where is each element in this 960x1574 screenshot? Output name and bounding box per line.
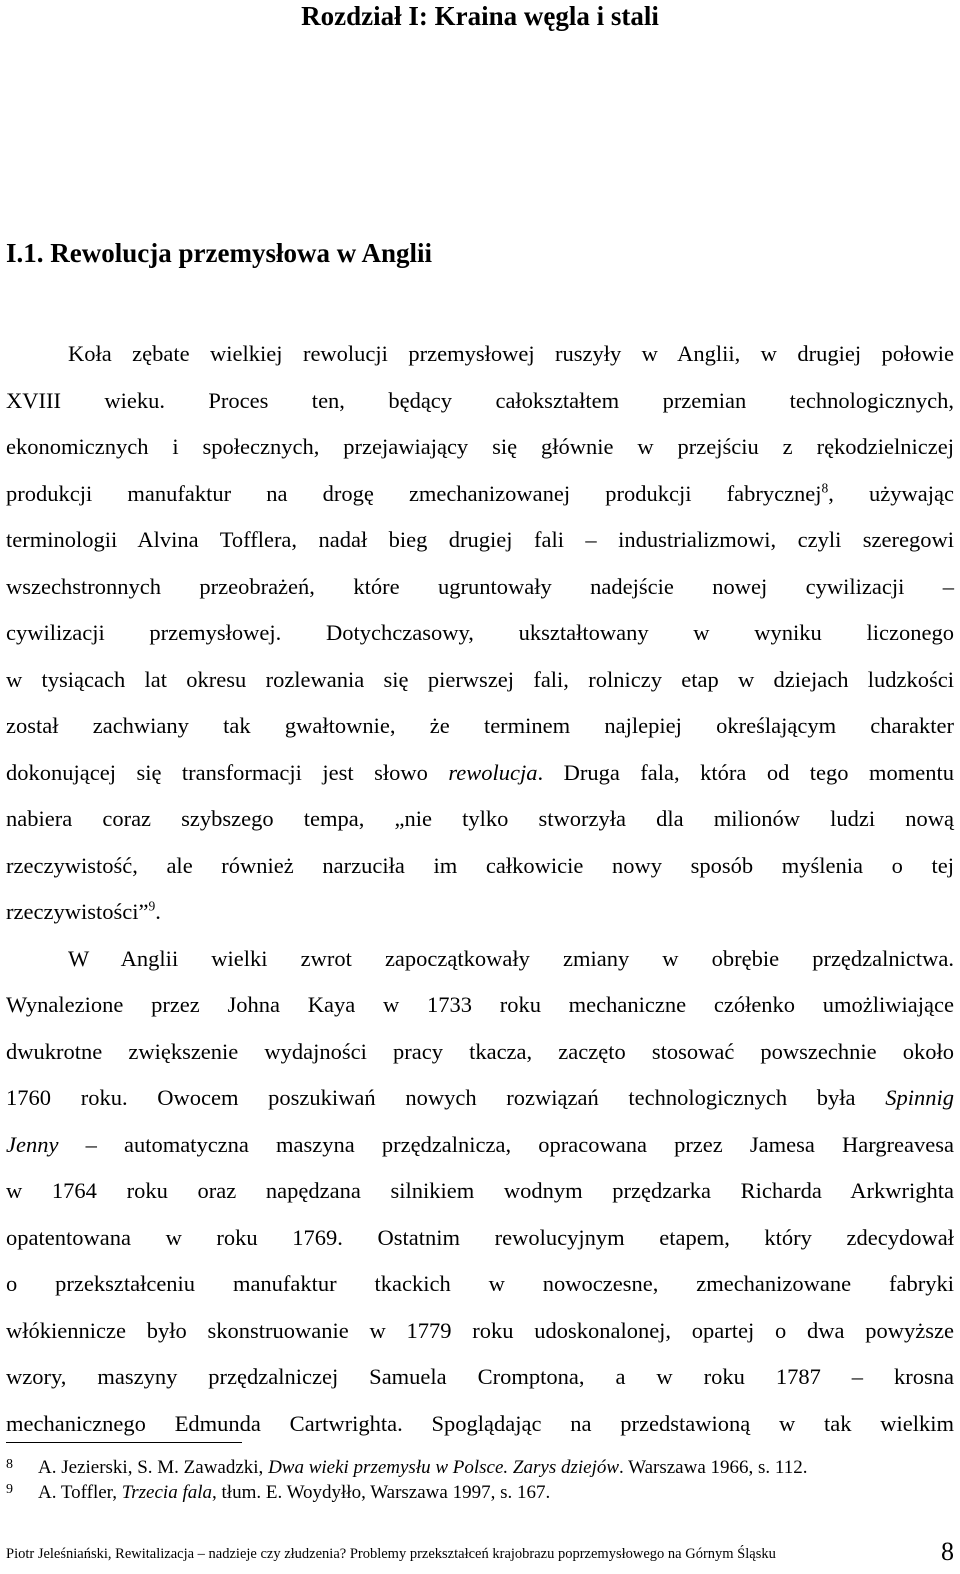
text-line: ekonomicznych i społecznych, przejawiający się głównie w przejściu z rękodzielniczej (6, 434, 954, 459)
text-line: został zachwiany tak gwałtownie, że terminem najlepiej określającym charakter (6, 713, 954, 738)
text-line: rzeczywistość, ale również narzuciła im całkowicie nowy sposób myślenia o tej (6, 852, 954, 878)
text-line: w 1764 roku oraz napędzana silnikiem wodnym przędzarka Richarda Arkwrighta (6, 1178, 954, 1203)
chapter-title: Rozdział I: Kraina węgla i stali (301, 1, 659, 31)
footnote-ref-8[interactable]: 8 (821, 480, 829, 495)
footnote-ref-9[interactable]: 9 (148, 898, 156, 914)
emphasis: Jenny (6, 1131, 59, 1157)
text-line: XVIII wieku. Proces ten, będący całokształtem przemian technologicznych, (6, 387, 954, 413)
text-line: w tysiącach lat okresu rozlewania się pierwszej fali, rolniczy etap w dziejach ludzkości (6, 666, 954, 692)
text-line: Wynalezione przez Johna Kaya w 1733 roku mechaniczne czółenko umożliwiające (6, 992, 954, 1017)
text-line: nabiera coraz szybszego tempa, „nie tylko stworzyła dla milionów ludzi nową (6, 806, 954, 831)
text-line: Jenny – automatyczna maszyna przędzalnicza, opracowana przez Jamesa Hargreavesa (6, 1131, 954, 1157)
text-line: W Anglii wielki zwrot zapoczątkowały zmiany w obrębie przędzalnictwa. (68, 945, 954, 971)
text-line: wzory, maszyny przędzalniczej Samuela Cromptona, a w roku 1787 – krosna (6, 1364, 954, 1389)
text-line: wszechstronnych przeobrażeń, które ugruntowały nadejście nowej cywilizacji – (6, 573, 954, 599)
book-title: Dwa wieki przemysłu w Polsce. Zarys dziejów (268, 1457, 620, 1478)
text-line: Koła zębate wielkiej rewolucji przemysłowej ruszyły w Anglii, w drugiej połowie (68, 341, 954, 366)
emphasis: Spinnig (885, 1085, 954, 1110)
footnote-8: 8 A. Jezierski, S. M. Zawadzki, Dwa wieki przemysłu w Polsce. Zarys dziejów. Warszawa 1966, s. 112. (6, 1457, 808, 1478)
text-line: mechanicznego Edmunda Cartwrighta. Spoglądając na przedstawioną w tak wielkim (6, 1410, 954, 1436)
text-line: 1760 roku. Owocem poszukiwań nowych rozwiązań technologicznych była Spinnig (6, 1085, 954, 1110)
footnote-9: 9 A. Toffler, Trzecia fala, tłum. E. Woydyłło, Warszawa 1997, s. 167. (6, 1482, 551, 1503)
text-line: opatentowana w roku 1769. Ostatnim rewolucyjnym etapem, który zdecydował (6, 1224, 954, 1250)
footnote-number: 8 (6, 1457, 13, 1472)
text-line: produkcji manufaktur na drogę zmechanizowanej produkcji fabrycznej$^8$, używając (6, 480, 955, 506)
text-line: o przekształceniu manufaktur tkackich w nowoczesne, zmechanizowane fabryki (6, 1271, 954, 1296)
text-line: terminologii Alvina Tofflera, nadał bieg drugiej fali – industrializmowi, czyli szeregowi (6, 527, 954, 552)
text-line: cywilizacji przemysłowej. Dotychczasowy, ukształtowany w wyniku liczonego (6, 620, 954, 645)
text-line: dwukrotne zwiększenie wydajności pracy tkacza, zaczęto stosować powszechnie około (6, 1038, 954, 1064)
page-footer: Piotr Jeleśniański, Rewitalizacja – nadzieje czy złudzenia? Problemy przekształceń krajobrazu poprzemysłowego na Górnym Śląsku (6, 1546, 776, 1562)
text-line: włókiennicze było skonstruowanie w 1779 roku udoskonalonej, opartej o dwa powyższe (6, 1317, 954, 1343)
text-line: rzeczywistości”$^9$. (6, 898, 161, 924)
page-number: 8 (941, 1537, 954, 1566)
footnote-number: 9 (6, 1482, 13, 1497)
emphasis: rewolucja (448, 759, 538, 785)
footnote-separator (6, 1442, 242, 1443)
text-line: dokonującej się transformacji jest słowo rewolucja. Druga fala, która od tego momentu (6, 759, 955, 785)
book-title: Trzecia fala (121, 1482, 213, 1503)
section-title: I.1. Rewolucja przemysłowa w Anglii (6, 238, 432, 268)
